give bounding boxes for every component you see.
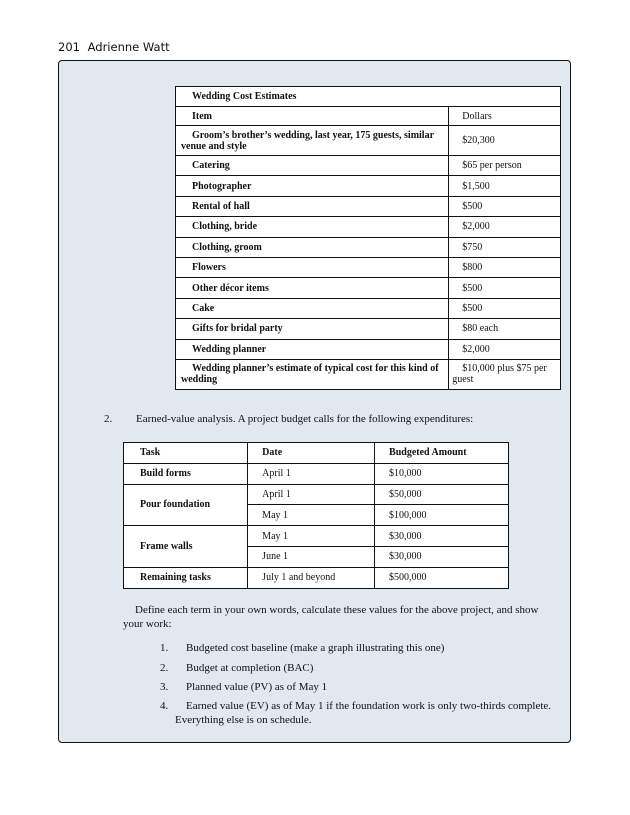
row-amount: $50,000	[375, 484, 509, 505]
row-value: $65 per person	[449, 156, 561, 176]
row-item: Wedding planner’s estimate of typical cost for this kind of wedding	[176, 359, 449, 389]
row-value: $10,000 plus $75 per guest	[449, 359, 561, 389]
author-name: Adrienne Watt	[87, 40, 170, 54]
row-task: Pour foundation	[124, 484, 248, 526]
table-row	[176, 217, 561, 237]
wedding-cost-table	[175, 86, 561, 390]
row-task: Frame walls	[124, 526, 248, 568]
table-row	[176, 298, 561, 318]
row-value: $20,300	[449, 126, 561, 156]
row-item: Other décor items	[176, 278, 449, 298]
row-value: $500	[449, 196, 561, 216]
row-date: May 1	[248, 505, 375, 526]
page-number: 201	[58, 40, 80, 54]
table-row	[124, 526, 509, 547]
table-row	[176, 278, 561, 298]
term-text: Budget at completion (BAC)	[186, 662, 314, 674]
header-date: Date	[248, 443, 375, 464]
row-item: Wedding planner	[176, 339, 449, 359]
header-task: Task	[124, 443, 248, 464]
table-title: Wedding Cost Estimates	[176, 87, 561, 107]
row-task: Remaining tasks	[124, 567, 248, 588]
row-amount: $100,000	[375, 505, 509, 526]
table-header-row	[124, 443, 509, 464]
row-amount: $30,000	[375, 526, 509, 547]
term-text: Earned value (EV) as of May 1 if the foundation work is only two-thirds complete.	[186, 700, 552, 712]
row-item: Groom’s brother’s wedding, last year, 175 guests, similar venue and style	[176, 126, 449, 156]
table-row	[124, 484, 509, 505]
row-value: $500	[449, 278, 561, 298]
row-item: Cake	[176, 298, 449, 318]
instructions-paragraph: Define each term in your own words, calculate these values for the above project, and show your work:	[123, 604, 539, 630]
row-value: $500	[449, 298, 561, 318]
table-row	[176, 196, 561, 216]
term-text: Planned value (PV) as of May 1	[186, 681, 328, 693]
term-number: 3.	[160, 681, 169, 693]
page-header	[58, 40, 170, 54]
term-number: 1.	[160, 642, 169, 654]
header-item: Item	[176, 107, 449, 126]
term-number: 4.	[160, 700, 169, 712]
row-task: Build forms	[124, 463, 248, 484]
row-value: $2,000	[449, 217, 561, 237]
row-value: $800	[449, 257, 561, 277]
row-value: $2,000	[449, 339, 561, 359]
question-2	[104, 413, 473, 425]
row-item: Gifts for bridal party	[176, 319, 449, 339]
row-item: Flowers	[176, 257, 449, 277]
row-date: April 1	[248, 484, 375, 505]
table-row	[176, 237, 561, 257]
table-row	[176, 339, 561, 359]
row-amount: $10,000	[375, 463, 509, 484]
row-item: Catering	[176, 156, 449, 176]
question-number: 2.	[104, 413, 113, 425]
term-text: Budgeted cost baseline (make a graph illustrating this one)	[186, 642, 445, 654]
row-date: July 1 and beyond	[248, 567, 375, 588]
question-text: Earned-value analysis. A project budget calls for the following expenditures:	[136, 413, 474, 425]
row-value: $750	[449, 237, 561, 257]
term-number: 2.	[160, 662, 169, 674]
table-row	[124, 567, 509, 588]
row-item: Clothing, groom	[176, 237, 449, 257]
table-row	[176, 126, 561, 156]
row-value: $80 each	[449, 319, 561, 339]
budget-table	[123, 442, 509, 589]
row-date: June 1	[248, 546, 375, 567]
header-amount: Budgeted Amount	[375, 443, 509, 464]
table-row	[124, 463, 509, 484]
term-text-continued: Everything else is on schedule.	[175, 714, 312, 726]
row-item: Rental of hall	[176, 196, 449, 216]
table-row	[176, 319, 561, 339]
header-dollars: Dollars	[449, 107, 561, 126]
row-date: April 1	[248, 463, 375, 484]
table-row	[176, 156, 561, 176]
row-date: May 1	[248, 526, 375, 547]
table-row	[176, 359, 561, 389]
row-amount: $30,000	[375, 546, 509, 567]
row-item: Photographer	[176, 176, 449, 196]
table-row	[176, 176, 561, 196]
table-header-row	[176, 107, 561, 126]
row-amount: $500,000	[375, 567, 509, 588]
table-title-row	[176, 87, 561, 107]
row-item: Clothing, bride	[176, 217, 449, 237]
row-value: $1,500	[449, 176, 561, 196]
table-row	[176, 257, 561, 277]
